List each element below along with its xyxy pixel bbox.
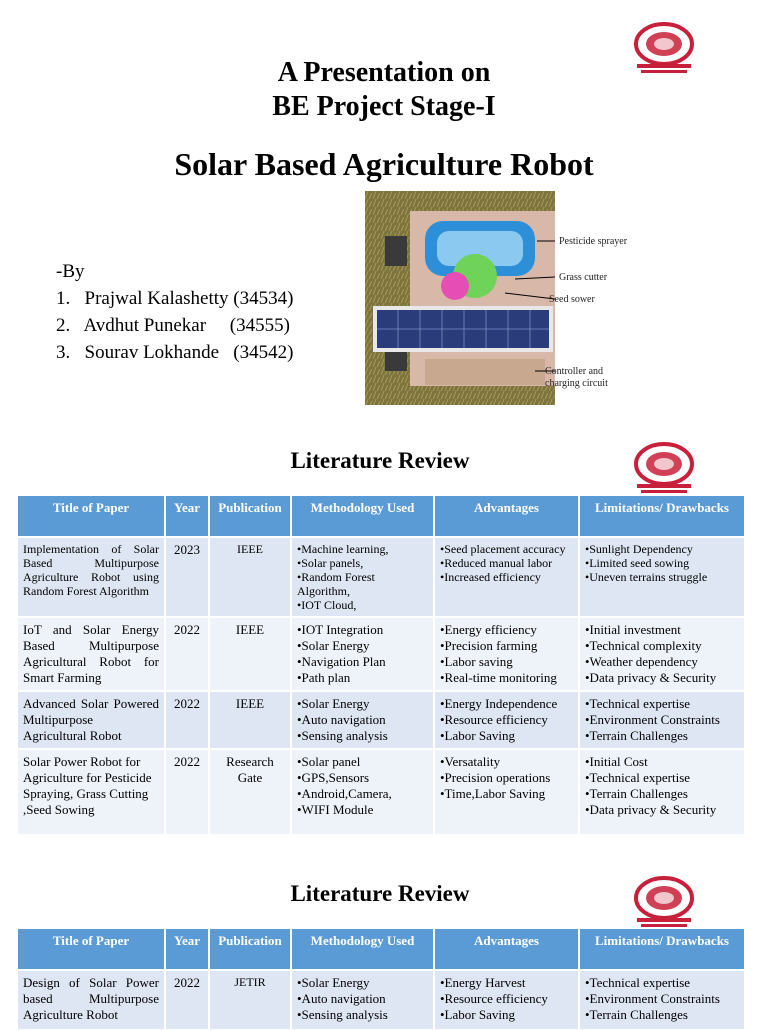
cell-advantages: •Energy Independence •Resource efficiency •Labor Saving [434, 691, 579, 749]
cell-year: 2023 [165, 537, 209, 617]
cell-publication: IEEE [209, 617, 291, 691]
cell-methodology: •Solar Energy •Auto navigation •Sensing analysis [291, 691, 434, 749]
cell-limitations: •Technical expertise •Environment Constraints •Terrain Challenges [579, 691, 745, 749]
cell-title: Solar Power Robot for Agriculture for Pesticide Spraying, Grass Cutting ,Seed Sowing [18, 749, 165, 835]
header-year: Year [165, 929, 209, 970]
cell-limitations: •Sunlight Dependency •Limited seed sowing •Uneven terrains struggle [579, 537, 745, 617]
cell-limitations: •Technical expertise •Environment Constraints •Terrain Challenges [579, 970, 745, 1030]
table-row [18, 749, 745, 835]
by-label: -By [56, 261, 85, 282]
cell-year: 2022 [165, 970, 209, 1030]
robot-image-labels [545, 191, 629, 405]
project-title: Solar Based Agriculture Robot [174, 146, 594, 182]
header-year: Year [165, 496, 209, 537]
cell-methodology: •Machine learning, •Solar panels, •Random Forest Algorithm, •IOT Cloud, [291, 537, 434, 617]
cell-publication: IEEE [209, 691, 291, 749]
cell-year: 2022 [165, 617, 209, 691]
label-charging-circuit: charging circuit [545, 378, 608, 389]
author-item: 1. Prajwal Kalashetty (34534) [56, 288, 294, 309]
cell-advantages: •Seed placement accuracy •Reduced manual labor •Increased efficiency [434, 537, 579, 617]
header-methodology: Methodology Used [291, 496, 434, 537]
label-controller: Controller and [545, 366, 604, 377]
header-advantages: Advantages [434, 929, 579, 970]
table-row [18, 691, 745, 749]
cell-advantages: •Energy efficiency •Precision farming •Labor saving •Real-time monitoring [434, 617, 579, 691]
table-header-row [18, 496, 745, 537]
authors-block [56, 258, 293, 366]
cell-advantages: •Versatality •Precision operations •Time,Labor Saving [434, 749, 579, 835]
college-seal-logo [633, 876, 695, 928]
robot-image [365, 191, 629, 405]
cell-methodology: •IOT Integration •Solar Energy •Navigation Plan •Path plan [291, 617, 434, 691]
literature-review-heading: Literature Review [290, 448, 470, 473]
table-header-row [18, 929, 745, 970]
header-methodology: Methodology Used [291, 929, 434, 970]
cell-methodology: •Solar panel •GPS,Sensors •Android,Camera, •WIFI Module [291, 749, 434, 835]
literature-table-2 [18, 929, 746, 1031]
label-grass-cutter: Grass cutter [559, 272, 608, 283]
header-title: Title of Paper [18, 929, 165, 970]
cell-limitations: •Initial Cost •Technical expertise •Terrain Challenges •Data privacy & Security [579, 749, 745, 835]
header-limitations: Limitations/ Drawbacks [579, 496, 745, 537]
cell-limitations: •Initial investment •Technical complexity •Weather dependency •Data privacy & Security [579, 617, 745, 691]
cell-publication: Research Gate [209, 749, 291, 835]
cell-year: 2022 [165, 691, 209, 749]
table-row [18, 617, 745, 691]
literature-review-heading: Literature Review [290, 881, 470, 906]
presentation-heading-line2: BE Project Stage-I [272, 91, 496, 122]
cell-title: IoT and Solar Energy Based Multipurpose Agricultural Robot for Smart Farming [18, 617, 165, 691]
cell-advantages: •Energy Harvest •Resource efficiency •Labor Saving [434, 970, 579, 1030]
cell-title: Implementation of Solar Based Multipurpose Agriculture Robot using Random Forest Algorithm [18, 537, 165, 617]
author-item: 2. Avdhut Punekar (34555) [56, 315, 290, 336]
presentation-heading-line1: A Presentation on [277, 57, 491, 88]
label-seed-sower: Seed sower [549, 294, 595, 305]
literature-table-1 [18, 496, 746, 836]
cell-publication: IEEE [209, 537, 291, 617]
author-item: 3. Sourav Lokhande (34542) [56, 342, 294, 363]
cell-year: 2022 [165, 749, 209, 835]
cell-title: Design of Solar Power based Multipurpose Agriculture Robot [18, 970, 165, 1030]
header-advantages: Advantages [434, 496, 579, 537]
cell-publication: JETIR [209, 970, 291, 1030]
header-publication: Publication [209, 929, 291, 970]
header-title: Title of Paper [18, 496, 165, 537]
table-row [18, 970, 745, 1030]
cell-title: Advanced Solar Powered Multipurpose Agricultural Robot [18, 691, 165, 749]
header-publication: Publication [209, 496, 291, 537]
table-row [18, 537, 745, 617]
college-seal-logo [633, 442, 695, 494]
header-limitations: Limitations/ Drawbacks [579, 929, 745, 970]
label-pesticide-sprayer: Pesticide sprayer [559, 236, 628, 247]
cell-methodology: •Solar Energy •Auto navigation •Sensing analysis [291, 970, 434, 1030]
